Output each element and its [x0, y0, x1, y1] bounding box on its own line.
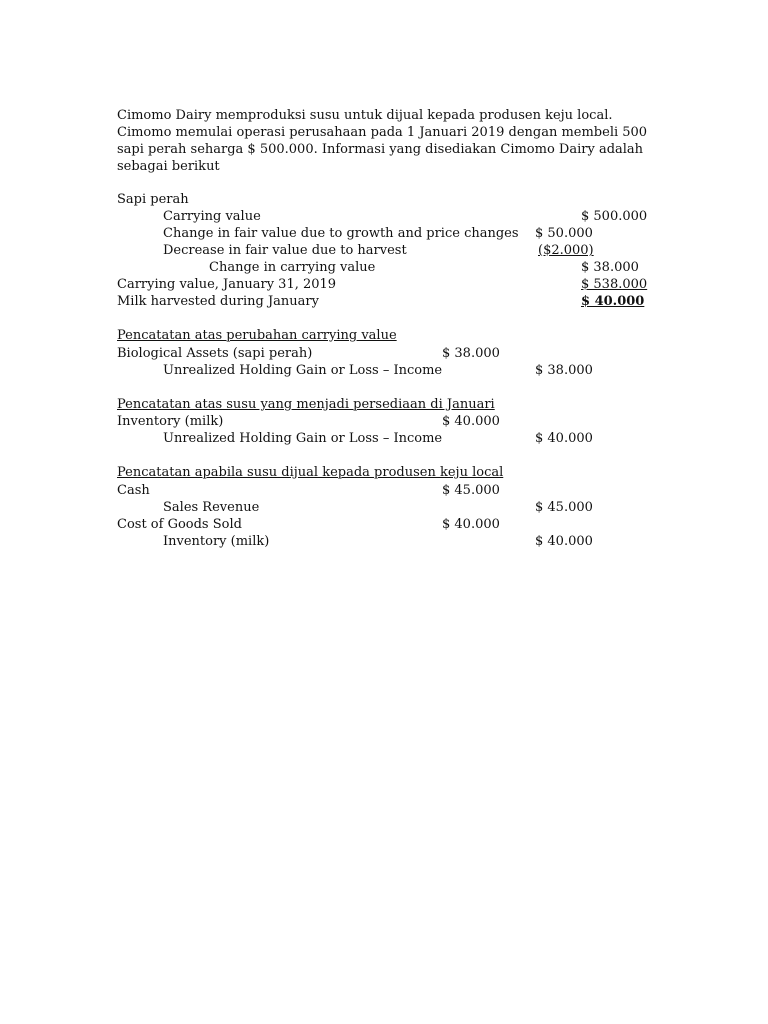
journal-2-credit-amount: $ 40.000: [535, 431, 593, 446]
journal-1-credit-label: Unrealized Holding Gain or Loss – Income: [163, 363, 443, 378]
journal-1-heading: Pencatatan atas perubahan carrying value: [117, 328, 397, 343]
carrying-value-jan-label: Carrying value, January 31, 2019: [117, 277, 337, 292]
milk-harvested-label: Milk harvested during January: [117, 294, 319, 309]
intro-line-2: Cimomo memulai operasi perusahaan pada 1 Januari 2019 dengan membeli 500: [117, 125, 648, 140]
decrease-fair-value-amount: ($2.000): [538, 243, 594, 258]
carrying-value-label: Carrying value: [163, 209, 261, 224]
change-carrying-value-label: Change in carrying value: [209, 260, 376, 275]
change-carrying-value-amount: $ 38.000: [581, 260, 639, 275]
change-fair-value-label: Change in fair value due to growth and price changes: [163, 226, 519, 241]
journal-2-debit-amount: $ 40.000: [442, 414, 500, 429]
journal-2-credit-label: Unrealized Holding Gain or Loss – Income: [163, 431, 443, 446]
sapi-heading: Sapi perah: [117, 192, 189, 207]
journal-1-debit-label: Biological Assets (sapi perah): [117, 346, 313, 361]
journal-3-cogs-label: Cost of Goods Sold: [117, 517, 242, 532]
decrease-fair-value-label: Decrease in fair value due to harvest: [163, 243, 407, 258]
journal-3-sales-amount: $ 45.000: [535, 500, 593, 515]
journal-3-cogs-amount: $ 40.000: [442, 517, 500, 532]
intro-line-3: sapi perah seharga $ 500.000. Informasi yang disediakan Cimomo Dairy adalah: [117, 142, 644, 157]
journal-3-sales-label: Sales Revenue: [163, 500, 260, 515]
intro-line-4: sebagai berikut: [117, 159, 220, 174]
journal-3-inventory-label: Inventory (milk): [163, 534, 270, 549]
change-fair-value-amount: $ 50.000: [535, 226, 593, 241]
journal-2-debit-label: Inventory (milk): [117, 414, 224, 429]
journal-3-inventory-amount: $ 40.000: [535, 534, 593, 549]
carrying-value-jan-amount: $ 538.000: [581, 277, 648, 292]
journal-1-credit-amount: $ 38.000: [535, 363, 593, 378]
journal-3-cash-amount: $ 45.000: [442, 483, 500, 498]
intro-line-1: Cimomo Dairy memproduksi susu untuk dijual kepada produsen keju local.: [117, 108, 613, 123]
journal-1-debit-amount: $ 38.000: [442, 346, 500, 361]
carrying-value-amount: $ 500.000: [581, 209, 648, 224]
journal-3-cash-label: Cash: [117, 483, 150, 498]
milk-harvested-amount: $ 40.000: [581, 294, 645, 309]
journal-3-heading: Pencatatan apabila susu dijual kepada produsen keju local: [117, 465, 504, 480]
journal-2-heading: Pencatatan atas susu yang menjadi persediaan di Januari: [117, 397, 495, 412]
